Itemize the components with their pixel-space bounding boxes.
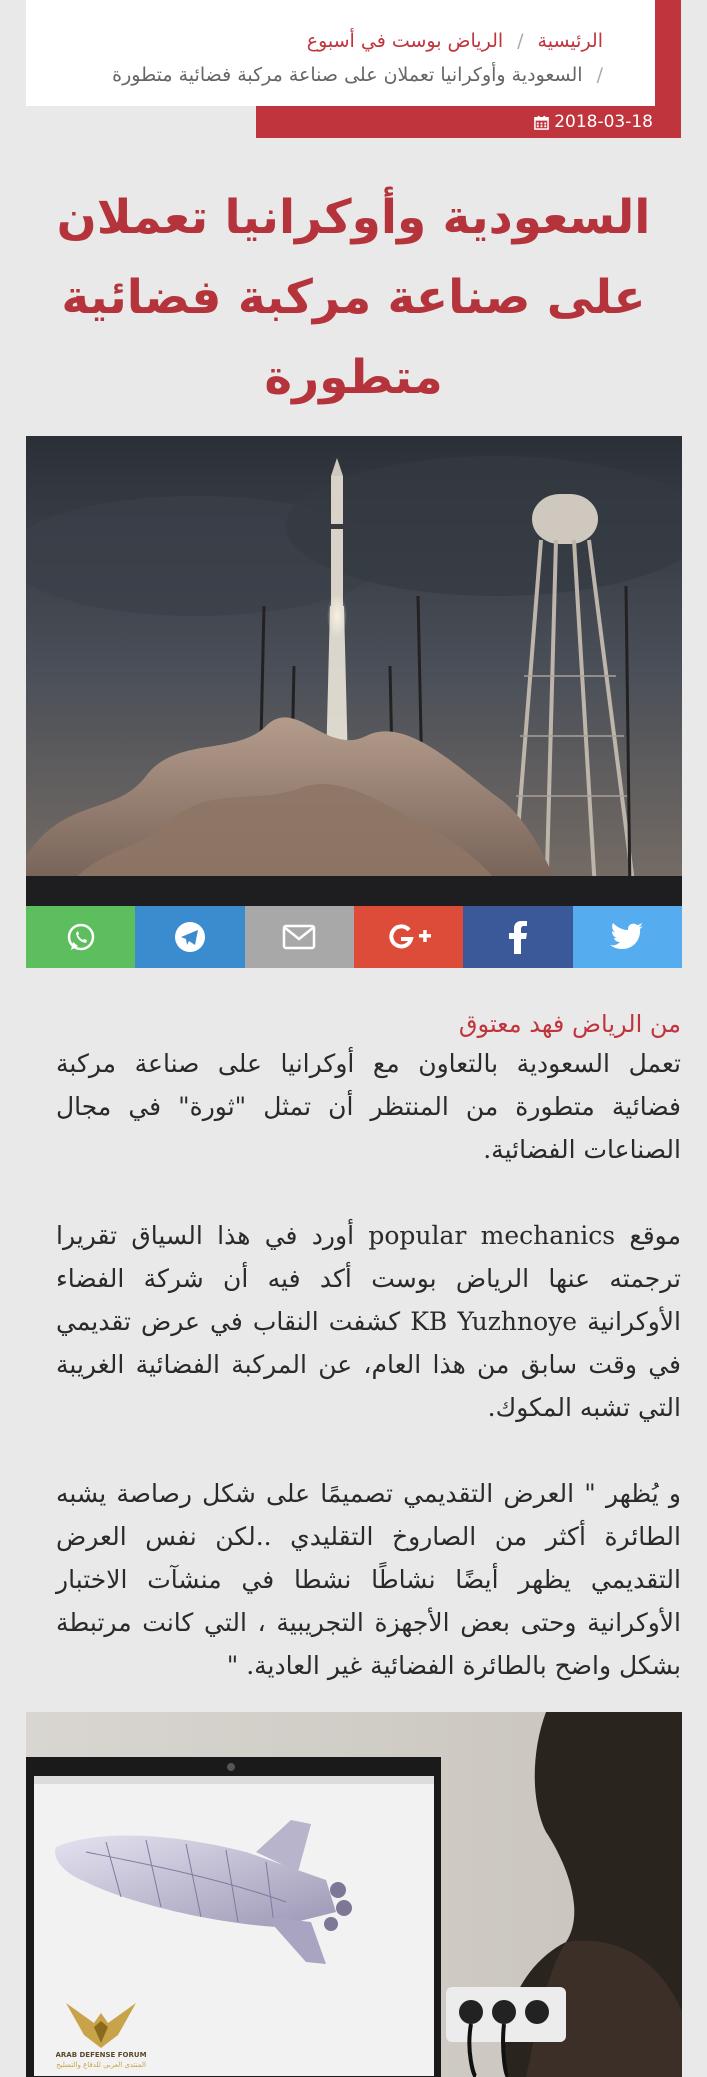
breadcrumb-separator: / xyxy=(596,64,603,86)
title-line: على صناعة مركبة فضائية xyxy=(61,270,646,325)
share-email-button[interactable] xyxy=(245,906,354,968)
svg-text:ARAB DEFENSE FORUM: ARAB DEFENSE FORUM xyxy=(56,2051,146,2059)
google-plus-icon xyxy=(385,922,433,952)
email-icon xyxy=(282,924,316,950)
title-line: متطورة xyxy=(264,350,443,405)
article-paragraph: و يُظهر " العرض التقديمي تصميمًا على شكل رصاصة يشبه الطائرة أكثر من الصاروخ التقليدي ..لكن نفس العرض التقديمي يظهر أيضًا نشاطًا نشطا في منشآت الاختبار الأوكرانية وحتى بعض الأجهزة التجريبية ، التي كانت مرتبطة بشكل واضح بالطائرة الفضائية غير العادية. " xyxy=(56,1479,681,1680)
forum-watermark-logo xyxy=(56,1993,146,2073)
breadcrumb-section-link[interactable]: الرياض بوست في أسبوع xyxy=(306,30,504,52)
article-title xyxy=(26,178,681,418)
article-byline: من الرياض فهد معتوق xyxy=(458,1010,681,1038)
breadcrumb xyxy=(26,0,655,106)
article-paragraph: تعمل السعودية بالتعاون مع أوكرانيا على صناعة مركبة فضائية متطورة من المنتظر أن تمثل "ثورة" في مجال الصناعات الفضائية. xyxy=(56,1049,681,1164)
publish-date: 2018-03-18 xyxy=(554,112,653,132)
share-whatsapp-button[interactable] xyxy=(26,906,135,968)
facebook-icon xyxy=(508,920,528,954)
telegram-icon xyxy=(173,920,207,954)
share-google-plus-button[interactable] xyxy=(354,906,463,968)
share-facebook-button[interactable] xyxy=(463,906,572,968)
article-image-spaceplane-render xyxy=(26,1712,682,2077)
date-bar xyxy=(256,106,681,138)
breadcrumb-separator: / xyxy=(517,30,524,52)
article-body xyxy=(56,1042,681,1730)
svg-text:المنتدى العربي للدفاع والتسليح: المنتدى العربي للدفاع والتسليح xyxy=(56,2061,146,2069)
share-bar xyxy=(26,906,682,968)
title-line: السعودية وأوكرانيا تعملان xyxy=(56,190,651,245)
share-twitter-button[interactable] xyxy=(573,906,682,968)
breadcrumb-home-link[interactable]: الرئيسية xyxy=(537,30,603,52)
whatsapp-icon xyxy=(65,921,97,953)
hero-image-rocket-launch xyxy=(26,436,682,906)
twitter-icon xyxy=(610,923,644,951)
breadcrumb-current: السعودية وأوكرانيا تعملان على صناعة مركبة فضائية متطورة xyxy=(112,64,583,86)
article-paragraph: موقع popular mechanics أورد في هذا السياق تقريرا ترجمته عنها الرياض بوست أكد فيه أن شركة الفضاء الأوكرانية KB Yuzhnoye كشفت النقاب في عرض تقديمي في وقت سابق من هذا العام، عن المركبة الفضائية الغريبة التي تشبه المكوك. xyxy=(56,1221,681,1422)
share-telegram-button[interactable] xyxy=(135,906,244,968)
calendar-icon xyxy=(534,115,549,130)
